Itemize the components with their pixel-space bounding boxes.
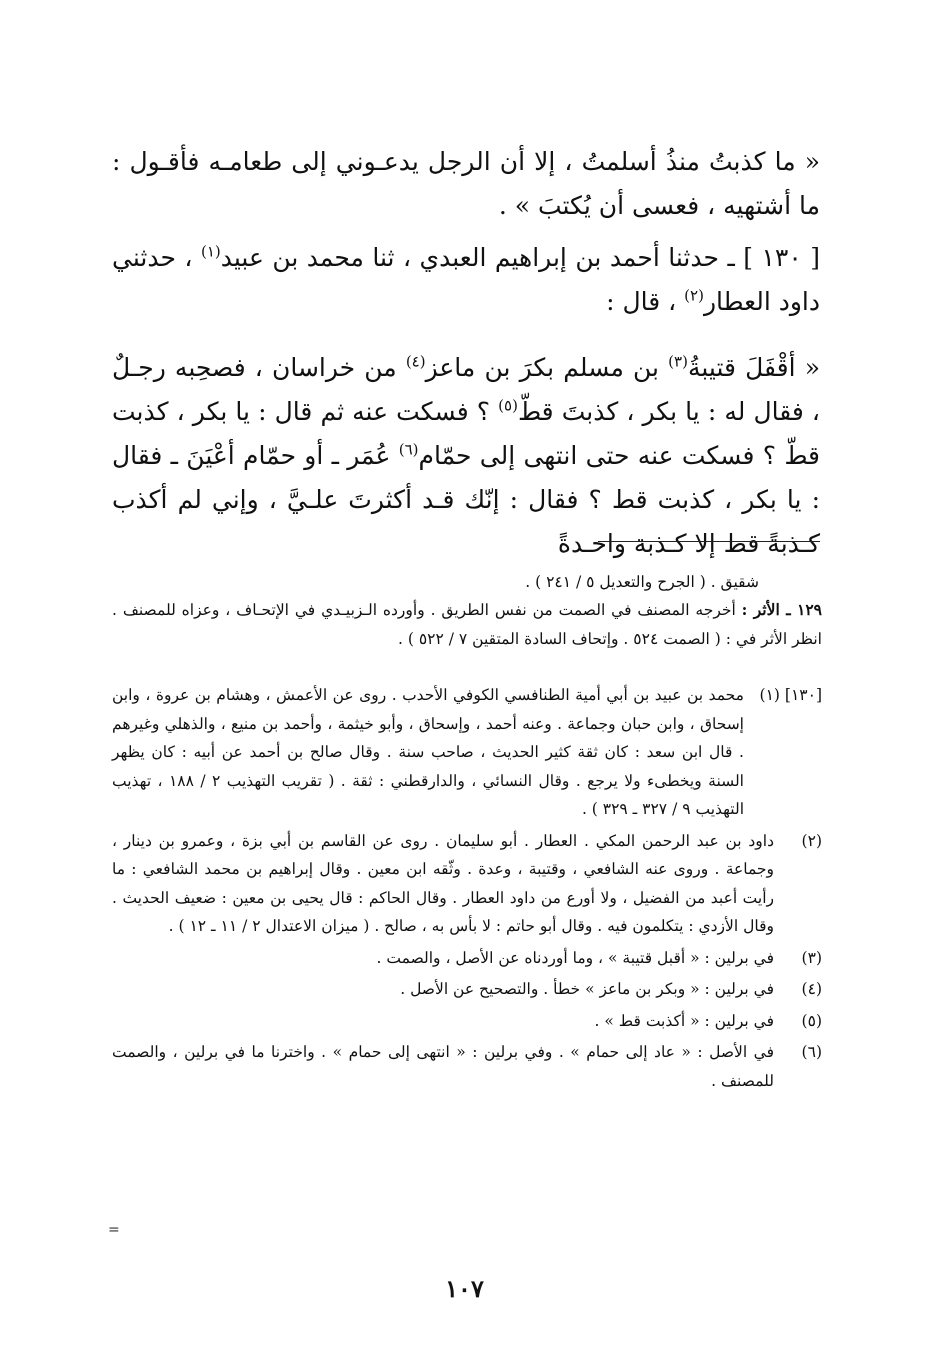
footnote-athar	[112, 596, 822, 653]
main-paragraph-3	[112, 346, 820, 566]
footnote-number: (٤)	[801, 980, 822, 998]
footnote-number: [١٣٠] (١)	[759, 686, 822, 704]
paragraph-3-text-e: عُمَر ـ أو حمّام أعْيَنَ ـ فقال : يا بكر ، كذبت قط ؟ فقال : إنّك قـد أكثرتَ علـيَّ ، وإني لم أكذب كـذبةً قط إلا كـذبة واحـدةً	[112, 441, 820, 558]
footnote-continuation: شقيق . ( الجرح والتعديل ٥ / ٢٤١ ) .	[525, 573, 759, 591]
footnote-ref-6: (٦)	[398, 440, 419, 459]
footnote-text: داود بن عبد الرحمن المكي . العطار . أبو سليمان . روى عن القاسم بن أبي بزة ، وعمرو بن دينار ، وجماعة . وروى عنه الشافعي ، وقتيبة ، وعدة . وثّقه ابن معين . وقال إبراهيم بن محمد الشافعي : ما رأيت أعبد من الفضيل ، ولا أورع من داود العطار . وقال الحاكم : قال يحيى بن معين : ضعيف الحديث . وقال الأزدي : يتكلمون فيه . وقال أبو حاتم : لا بأس به ، صالح . ( ميزان الاعتدال ٢ / ١١ ـ ١٢ ) .	[112, 831, 774, 935]
paragraph-2-text-c: ، قال :	[606, 287, 685, 316]
paragraph-3-text-d: ؟ فسكت عنه ثم قال : يا بكر ، كذبت قطّ ؟ فسكت عنه حتى انتهى إلى حمّام	[112, 397, 820, 470]
main-paragraph-2	[112, 236, 820, 324]
footnote-text: في الأصل : « عاد إلى حمام » . وفي برلين : « انتهى إلى حمام » . واخترنا ما في برلين ، والصمت للمصنف .	[112, 1043, 774, 1090]
page-number: ١٠٧	[445, 1274, 484, 1303]
footnote-number: (٢)	[801, 831, 822, 850]
footnote-item	[112, 827, 822, 941]
footnote-ref-3: (٣)	[668, 352, 688, 371]
paragraph-2-text-a: [ ١٣٠ ] ـ حدثنا أحمد بن إبراهيم العبدي ، ثنا محمد بن عبيد	[220, 243, 821, 272]
paragraph-1-text: « ما كذبتُ منذُ أسلمتُ ، إلا أن الرجل يدعـوني إلى طعامـه فأقـول : ما أشتهيه ، فعسى أن يُكتبَ » .	[112, 147, 820, 220]
footnote-list	[112, 681, 822, 1098]
footnote-ref-1: (١)	[200, 242, 221, 261]
footnote-item	[112, 975, 822, 1004]
footnote-item	[112, 944, 822, 973]
footnote-ref-2: (٢)	[684, 286, 704, 305]
paragraph-3-text-a: « أقْفَلَ قتيبةُ	[687, 353, 820, 382]
paragraph-3-text-b: بن مسلم بكرَ بن ماعز	[425, 353, 669, 382]
footnote-text: محمد بن عبيد بن أبي أمية الطنافسي الكوفي الأحدب . روى عن الأعمش ، وهشام بن عروة ، وابن إسحاق ، وابن حبان وجماعة . وعنه أحمد ، وإسحاق ، وأبو خيثمة ، وأحمد بن منيع ، والذهلي وغيرهم . قال ابن سعد : كان ثقة كثير الحديث ، صاحب سنة . وقال صالح بن أحمد عن أبيه : كان يظهر السنة ويخطىء ولا يرجع . وقال النسائي ، والدارقطني : ثقة . ( تقريب التهذيب ٢ / ١٨٨ ، تهذيب التهذيب ٩ / ٣٢٧ ـ ٣٢٩ ) .	[112, 686, 744, 818]
paragraph-2-text-b: ، حدثني داود العطار	[112, 243, 820, 316]
footnote-number: (٥)	[801, 1011, 822, 1030]
footnote-number: (٣)	[801, 948, 822, 967]
footnote-item	[112, 1007, 822, 1036]
footnote-text: في برلين : « أقبل قتيبة » ، وما أوردناه عن الأصل ، والصمت .	[376, 948, 774, 967]
footnote-divider	[598, 541, 820, 542]
athar-text: أخرجه المصنف في الصمت من نفس الطريق . وأورده الـزبيـدي في الإتحـاف ، وعزاه للمصنف . انظر الأثر في : ( الصمت ٥٢٤ . وإتحاف السادة المتقين ٧ / ٥٢٢ ) .	[112, 601, 822, 648]
athar-label: ١٢٩ ـ الأثر :	[741, 600, 822, 619]
footnote-ref-5: (٥)	[498, 396, 518, 415]
footnote-text: في برلين : « وبكر بن ماعز » خطأ . والتصحيح عن الأصل .	[400, 980, 774, 998]
footnote-item	[112, 681, 822, 824]
main-paragraph-1	[112, 140, 820, 228]
footnote-text: في برلين : « أكذبت قط » .	[594, 1011, 774, 1030]
footnote-ref-4: (٤)	[405, 352, 426, 371]
paragraph-3-text-c: من خراسان ، فصحِبه رجـلٌ ، فقال له : يا بكر ، كذبتَ قطّ	[112, 353, 820, 426]
footnote-number: (٦)	[801, 1043, 822, 1061]
margin-mark: =	[108, 1222, 120, 1238]
footnote-item	[112, 1038, 822, 1095]
